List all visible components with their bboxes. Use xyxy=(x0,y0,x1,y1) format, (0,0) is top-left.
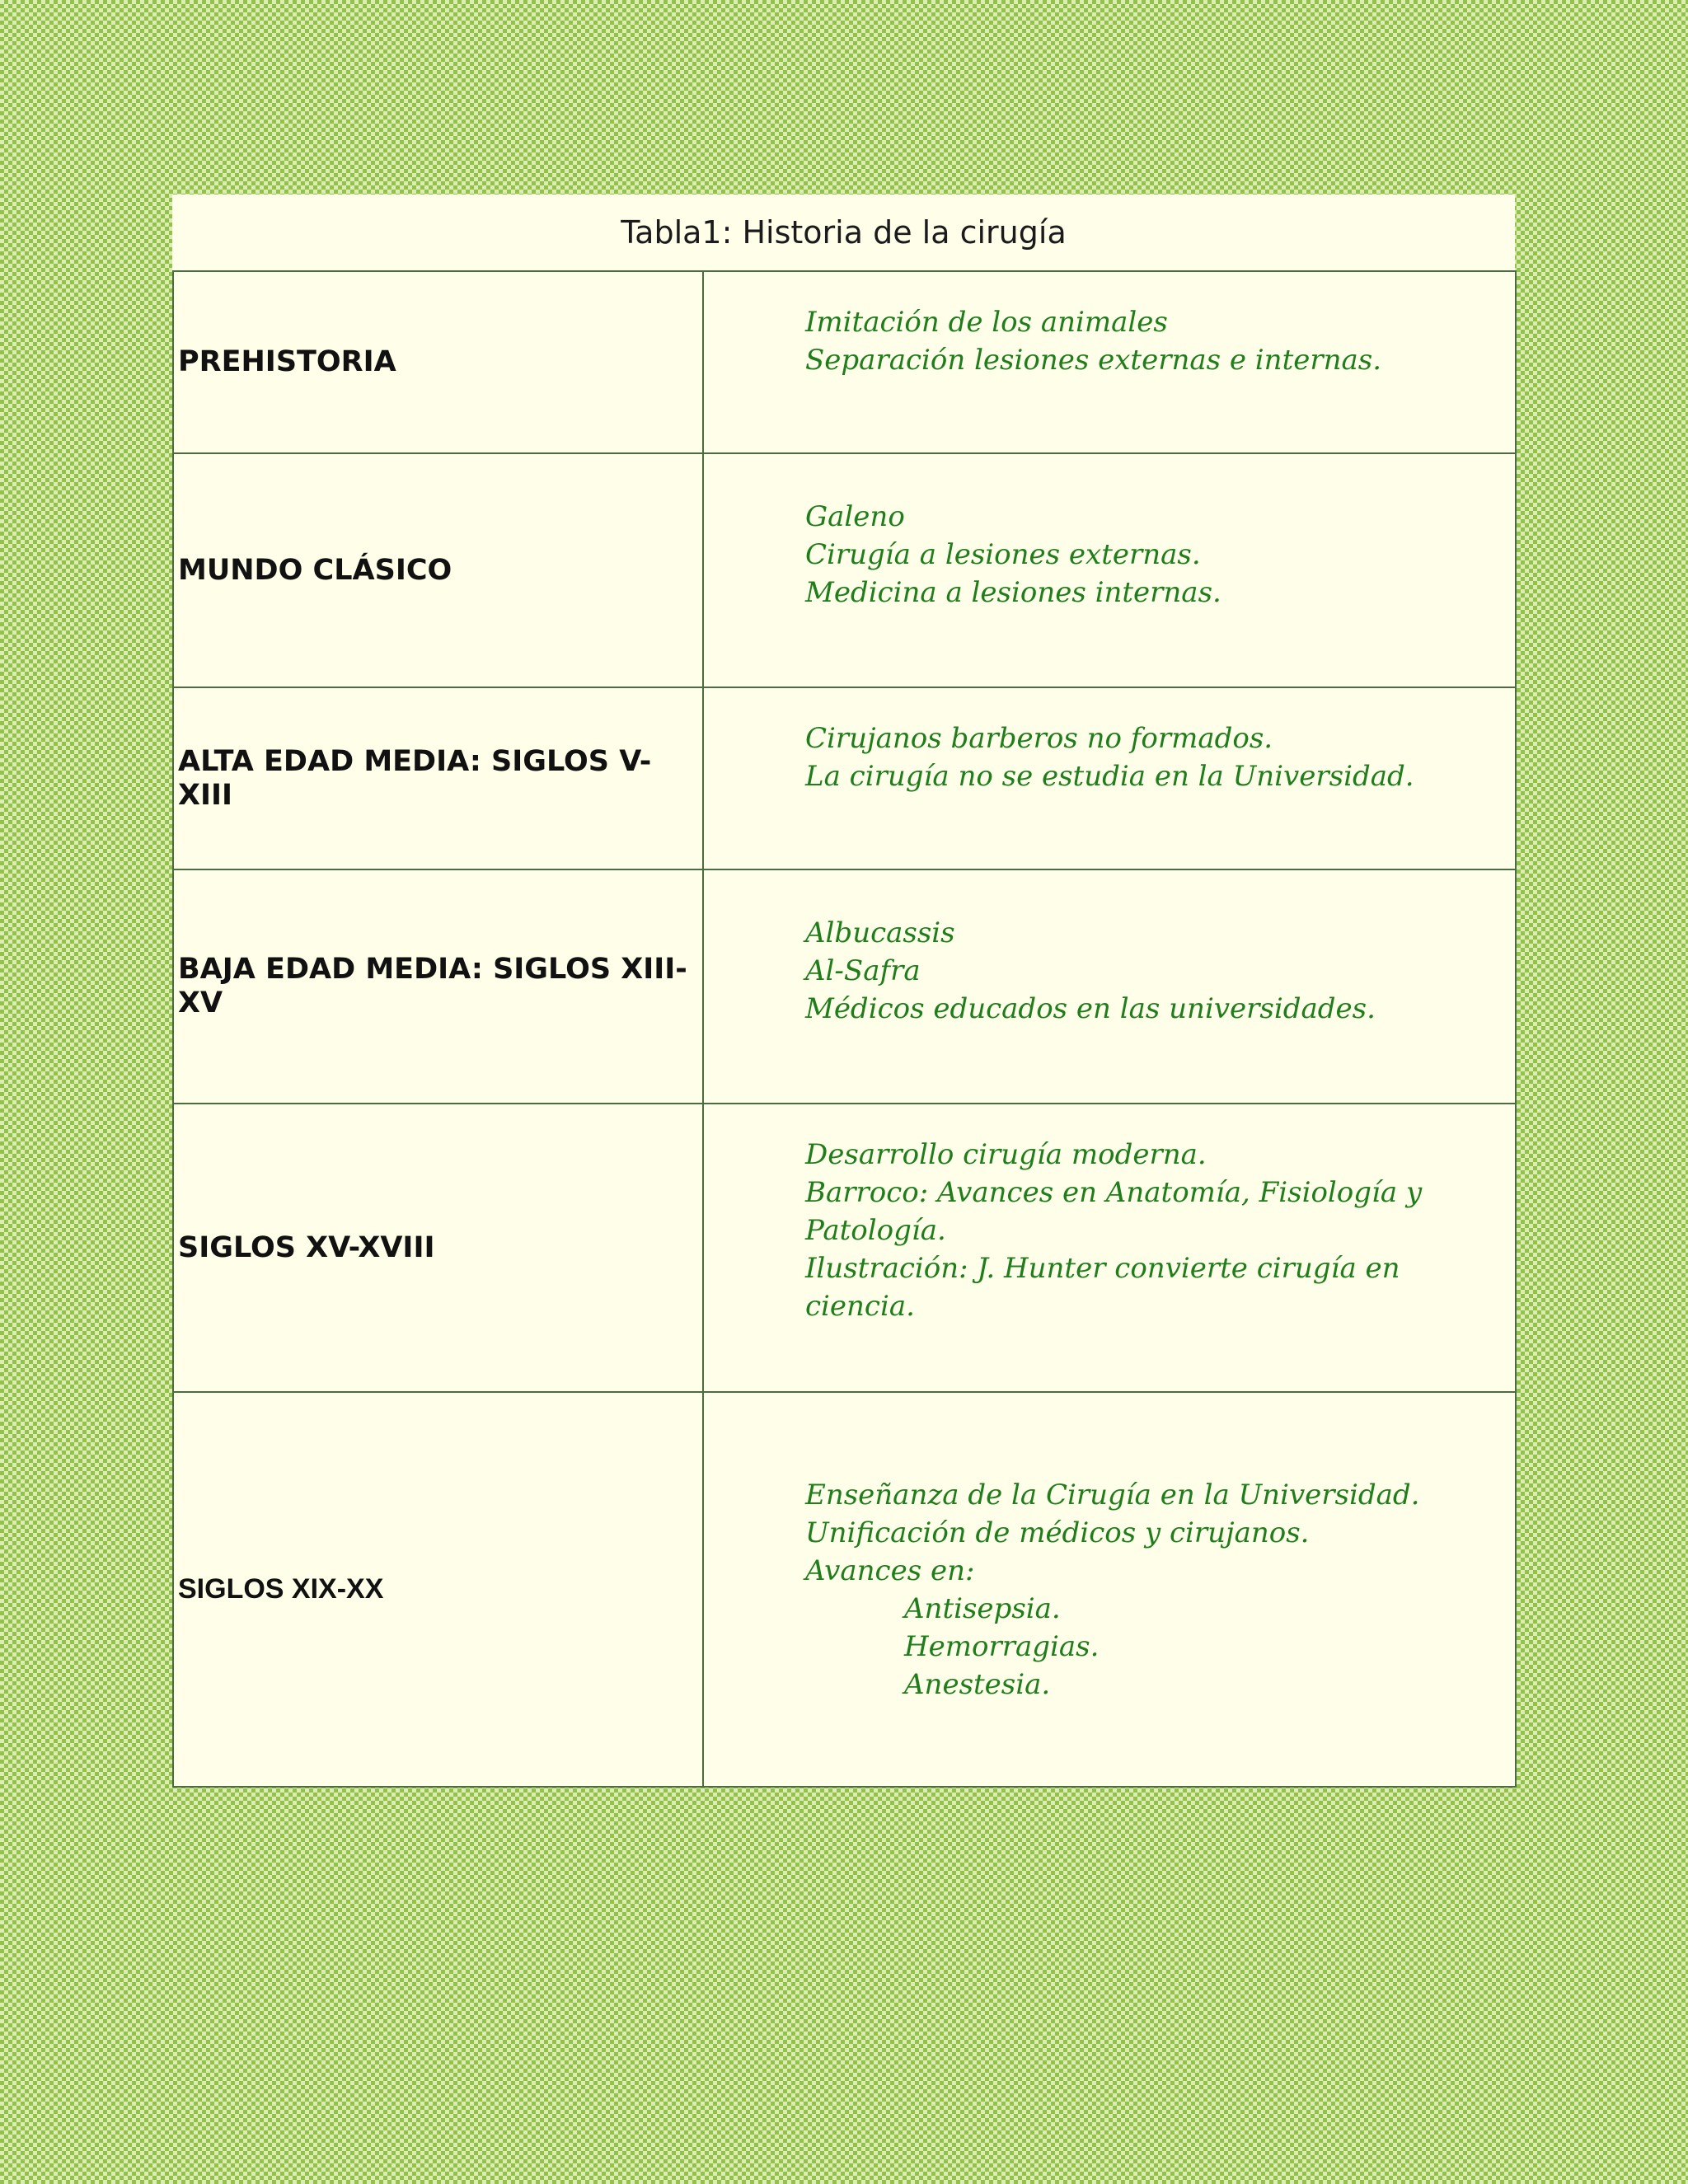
period-cell: BAJA EDAD MEDIA: SIGLOS XIII-XV xyxy=(173,869,703,1104)
note-item: Médicos educados en las universidades. xyxy=(805,992,1376,1025)
notes-cell xyxy=(703,1392,1516,1787)
period-cell: SIGLOS XIX-XX xyxy=(173,1392,703,1787)
note-item: Separación lesiones externas e internas. xyxy=(805,344,1382,377)
notes-cell xyxy=(703,869,1516,1104)
period-cell: MUNDO CLÁSICO xyxy=(173,453,703,687)
note-item: Avances en: xyxy=(805,1554,975,1587)
note-item: Imitación de los animales xyxy=(805,306,1168,339)
note-item: Desarrollo cirugía moderna. xyxy=(805,1138,1207,1171)
notes-list xyxy=(805,1476,1498,1590)
note-item: Cirugía a lesiones externas. xyxy=(805,538,1201,571)
note-item: Cirujanos barberos no formados. xyxy=(805,722,1273,755)
note-item: Unificación de médicos y cirujanos. xyxy=(805,1516,1310,1549)
sub-notes-list xyxy=(805,1590,1498,1704)
table-row-prehistoria xyxy=(173,271,1516,453)
table-row-mundo-clasico xyxy=(173,453,1516,687)
notes-list xyxy=(805,498,1498,612)
history-table-sheet xyxy=(172,194,1515,1788)
note-item: Medicina a lesiones internas. xyxy=(805,576,1221,609)
sub-note-item: Hemorragias. xyxy=(904,1629,1100,1663)
note-item: La cirugía no se estudia en la Universidad. xyxy=(805,760,1414,793)
notes-cell xyxy=(703,1104,1516,1392)
notes-list xyxy=(805,914,1498,1028)
table-row-alta-edad-media xyxy=(173,687,1516,869)
table-title: Tabla1: Historia de la cirugía xyxy=(621,214,1067,251)
table-row-siglos-xix-xx xyxy=(173,1392,1516,1787)
notes-cell xyxy=(703,687,1516,869)
notes-list xyxy=(805,719,1498,795)
period-cell: ALTA EDAD MEDIA: SIGLOS V-XIII xyxy=(173,687,703,869)
note-item: Al-Safra xyxy=(805,954,921,987)
note-item: Barroco: Avances en Anatomía, Fisiología y Patología. xyxy=(805,1176,1423,1247)
note-item: Galeno xyxy=(805,500,905,533)
note-item: Ilustración: J. Hunter convierte cirugía en ciencia. xyxy=(805,1252,1400,1323)
period-cell: PREHISTORIA xyxy=(173,271,703,453)
notes-list xyxy=(805,303,1498,379)
notes-cell xyxy=(703,453,1516,687)
table-row-baja-edad-media xyxy=(173,869,1516,1104)
note-item: Enseñanza de la Cirugía en la Universidad. xyxy=(805,1478,1420,1511)
period-cell: SIGLOS XV-XVIII xyxy=(173,1104,703,1392)
note-item: Albucassis xyxy=(805,916,955,949)
notes-list xyxy=(805,1136,1498,1325)
history-table xyxy=(172,270,1517,1788)
notes-cell xyxy=(703,271,1516,453)
sub-note-item: Antisepsia. xyxy=(904,1591,1061,1625)
table-row-siglos-xv-xviii xyxy=(173,1104,1516,1392)
sub-note-item: Anestesia. xyxy=(904,1667,1051,1701)
